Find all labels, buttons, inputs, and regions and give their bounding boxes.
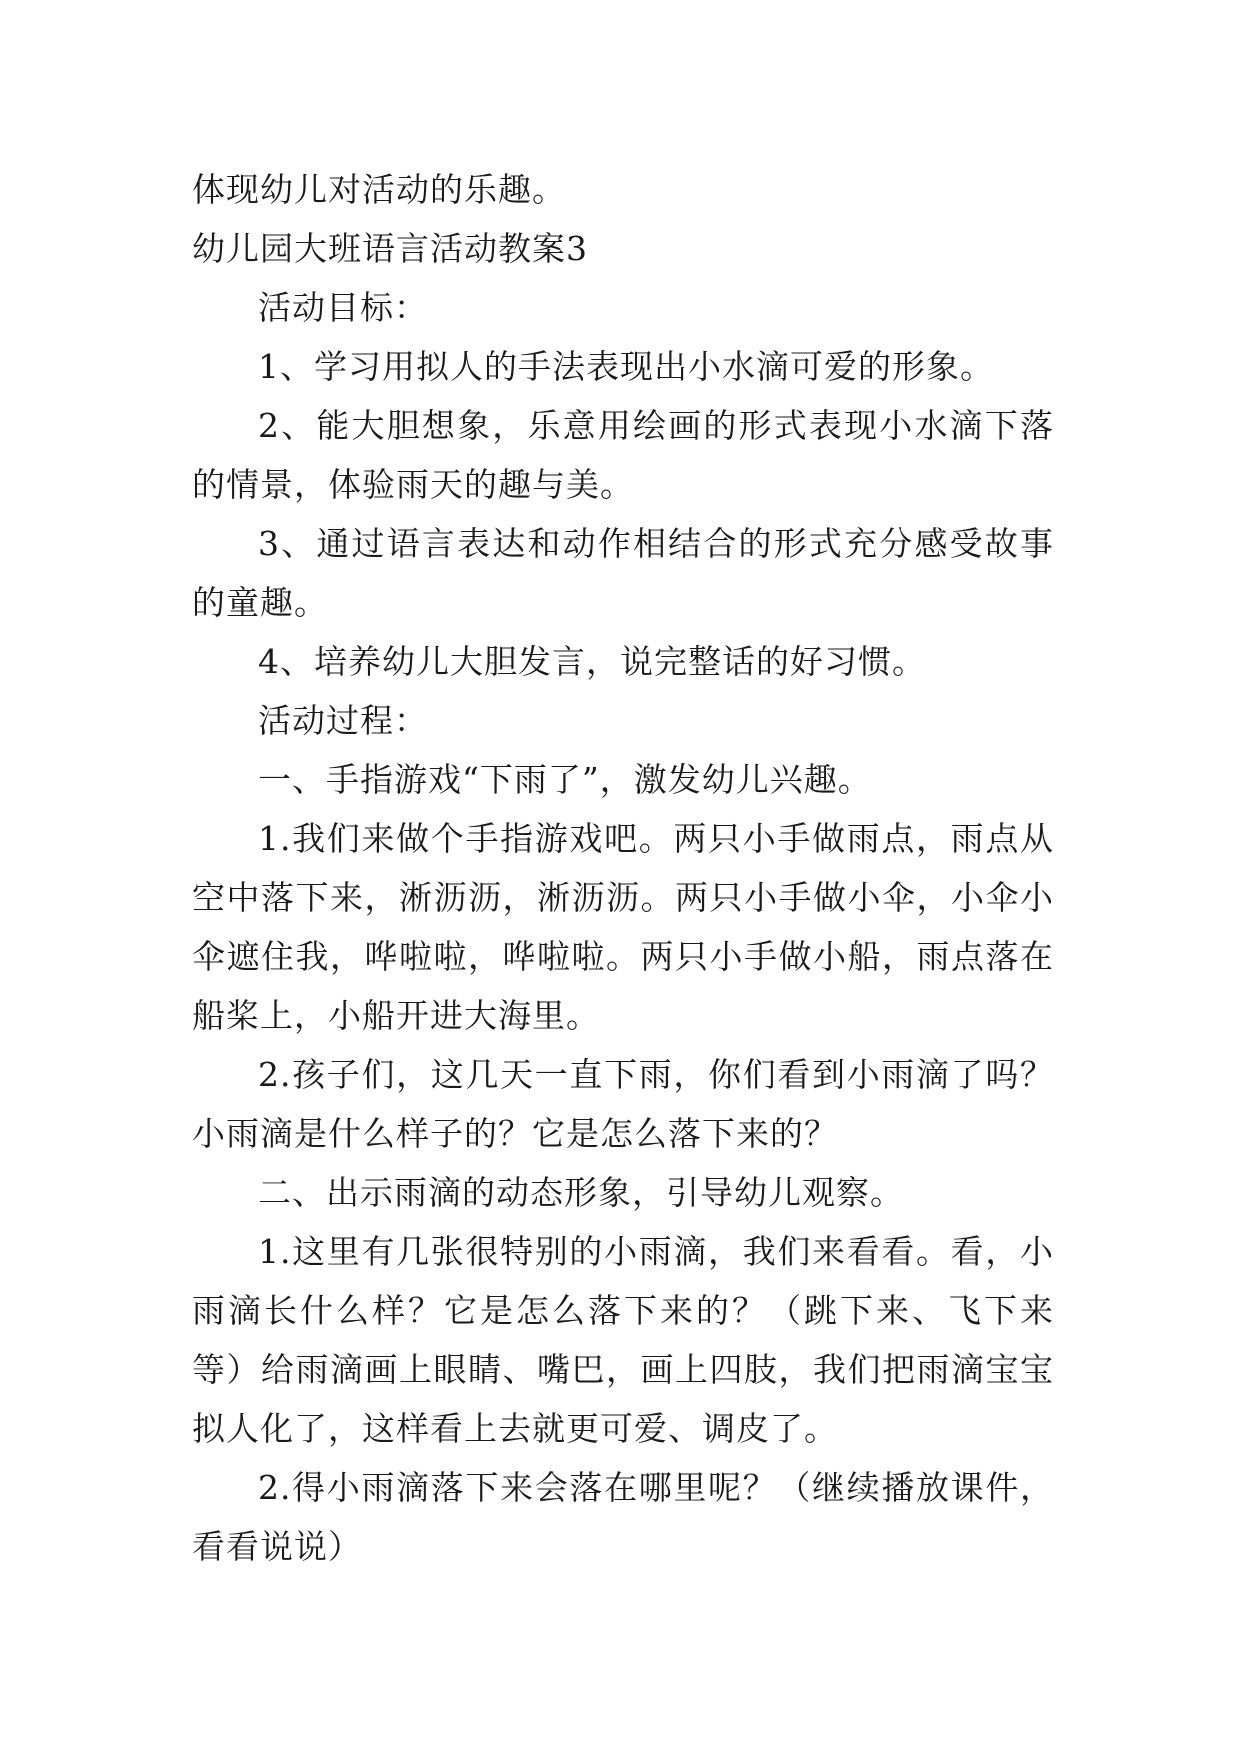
document-body xyxy=(192,160,1054,1576)
process-step-heading: 一、手指游戏“下雨了”，激发幼儿兴趣。 xyxy=(258,760,872,799)
paragraph: 1.这里有几张很特别的小雨滴，我们来看看。看，小雨滴长什么样？它是怎么落下来的？（跳下来、飞下来等）给雨滴画上眼睛、嘴巴，画上四肢，我们把雨滴宝宝拟人化了，这样看上去就更可爱、调皮了。 xyxy=(192,1232,1054,1448)
goal-item: 2、能大胆想象，乐意用绘画的形式表现小水滴下落的情景，体验雨天的趣与美。 xyxy=(192,406,1054,504)
goal-item: 3、通过语言表达和动作相结合的形式充分感受故事的童趣。 xyxy=(192,524,1054,622)
heading-activity-goals: 活动目标： xyxy=(258,288,428,327)
process-step-heading: 二、出示雨滴的动态形象，引导幼儿观察。 xyxy=(258,1173,904,1212)
paragraph: 1.我们来做个手指游戏吧。两只小手做雨点，雨点从空中落下来，淅沥沥，淅沥沥。两只小手做小伞，小伞小伞遮住我，哗啦啦，哗啦啦。两只小手做小船，雨点落在船桨上，小船开进大海里。 xyxy=(192,819,1054,1035)
paragraph: 2.孩子们，这几天一直下雨，你们看到小雨滴了吗？小雨滴是什么样子的？它是怎么落下来的？ xyxy=(192,1055,1054,1153)
heading-activity-process: 活动过程： xyxy=(258,701,428,740)
goal-item: 4、培养幼儿大胆发言，说完整话的好习惯。 xyxy=(258,642,926,681)
paragraph: 2.得小雨滴落下来会落在哪里呢？（继续播放课件，看看说说） xyxy=(192,1468,1054,1566)
goal-item: 1、学习用拟人的手法表现出小水滴可爱的形象。 xyxy=(258,347,994,386)
paragraph: 体现幼儿对活动的乐趣。 xyxy=(192,170,566,209)
section-title: 幼儿园大班语言活动教案3 xyxy=(192,229,588,268)
